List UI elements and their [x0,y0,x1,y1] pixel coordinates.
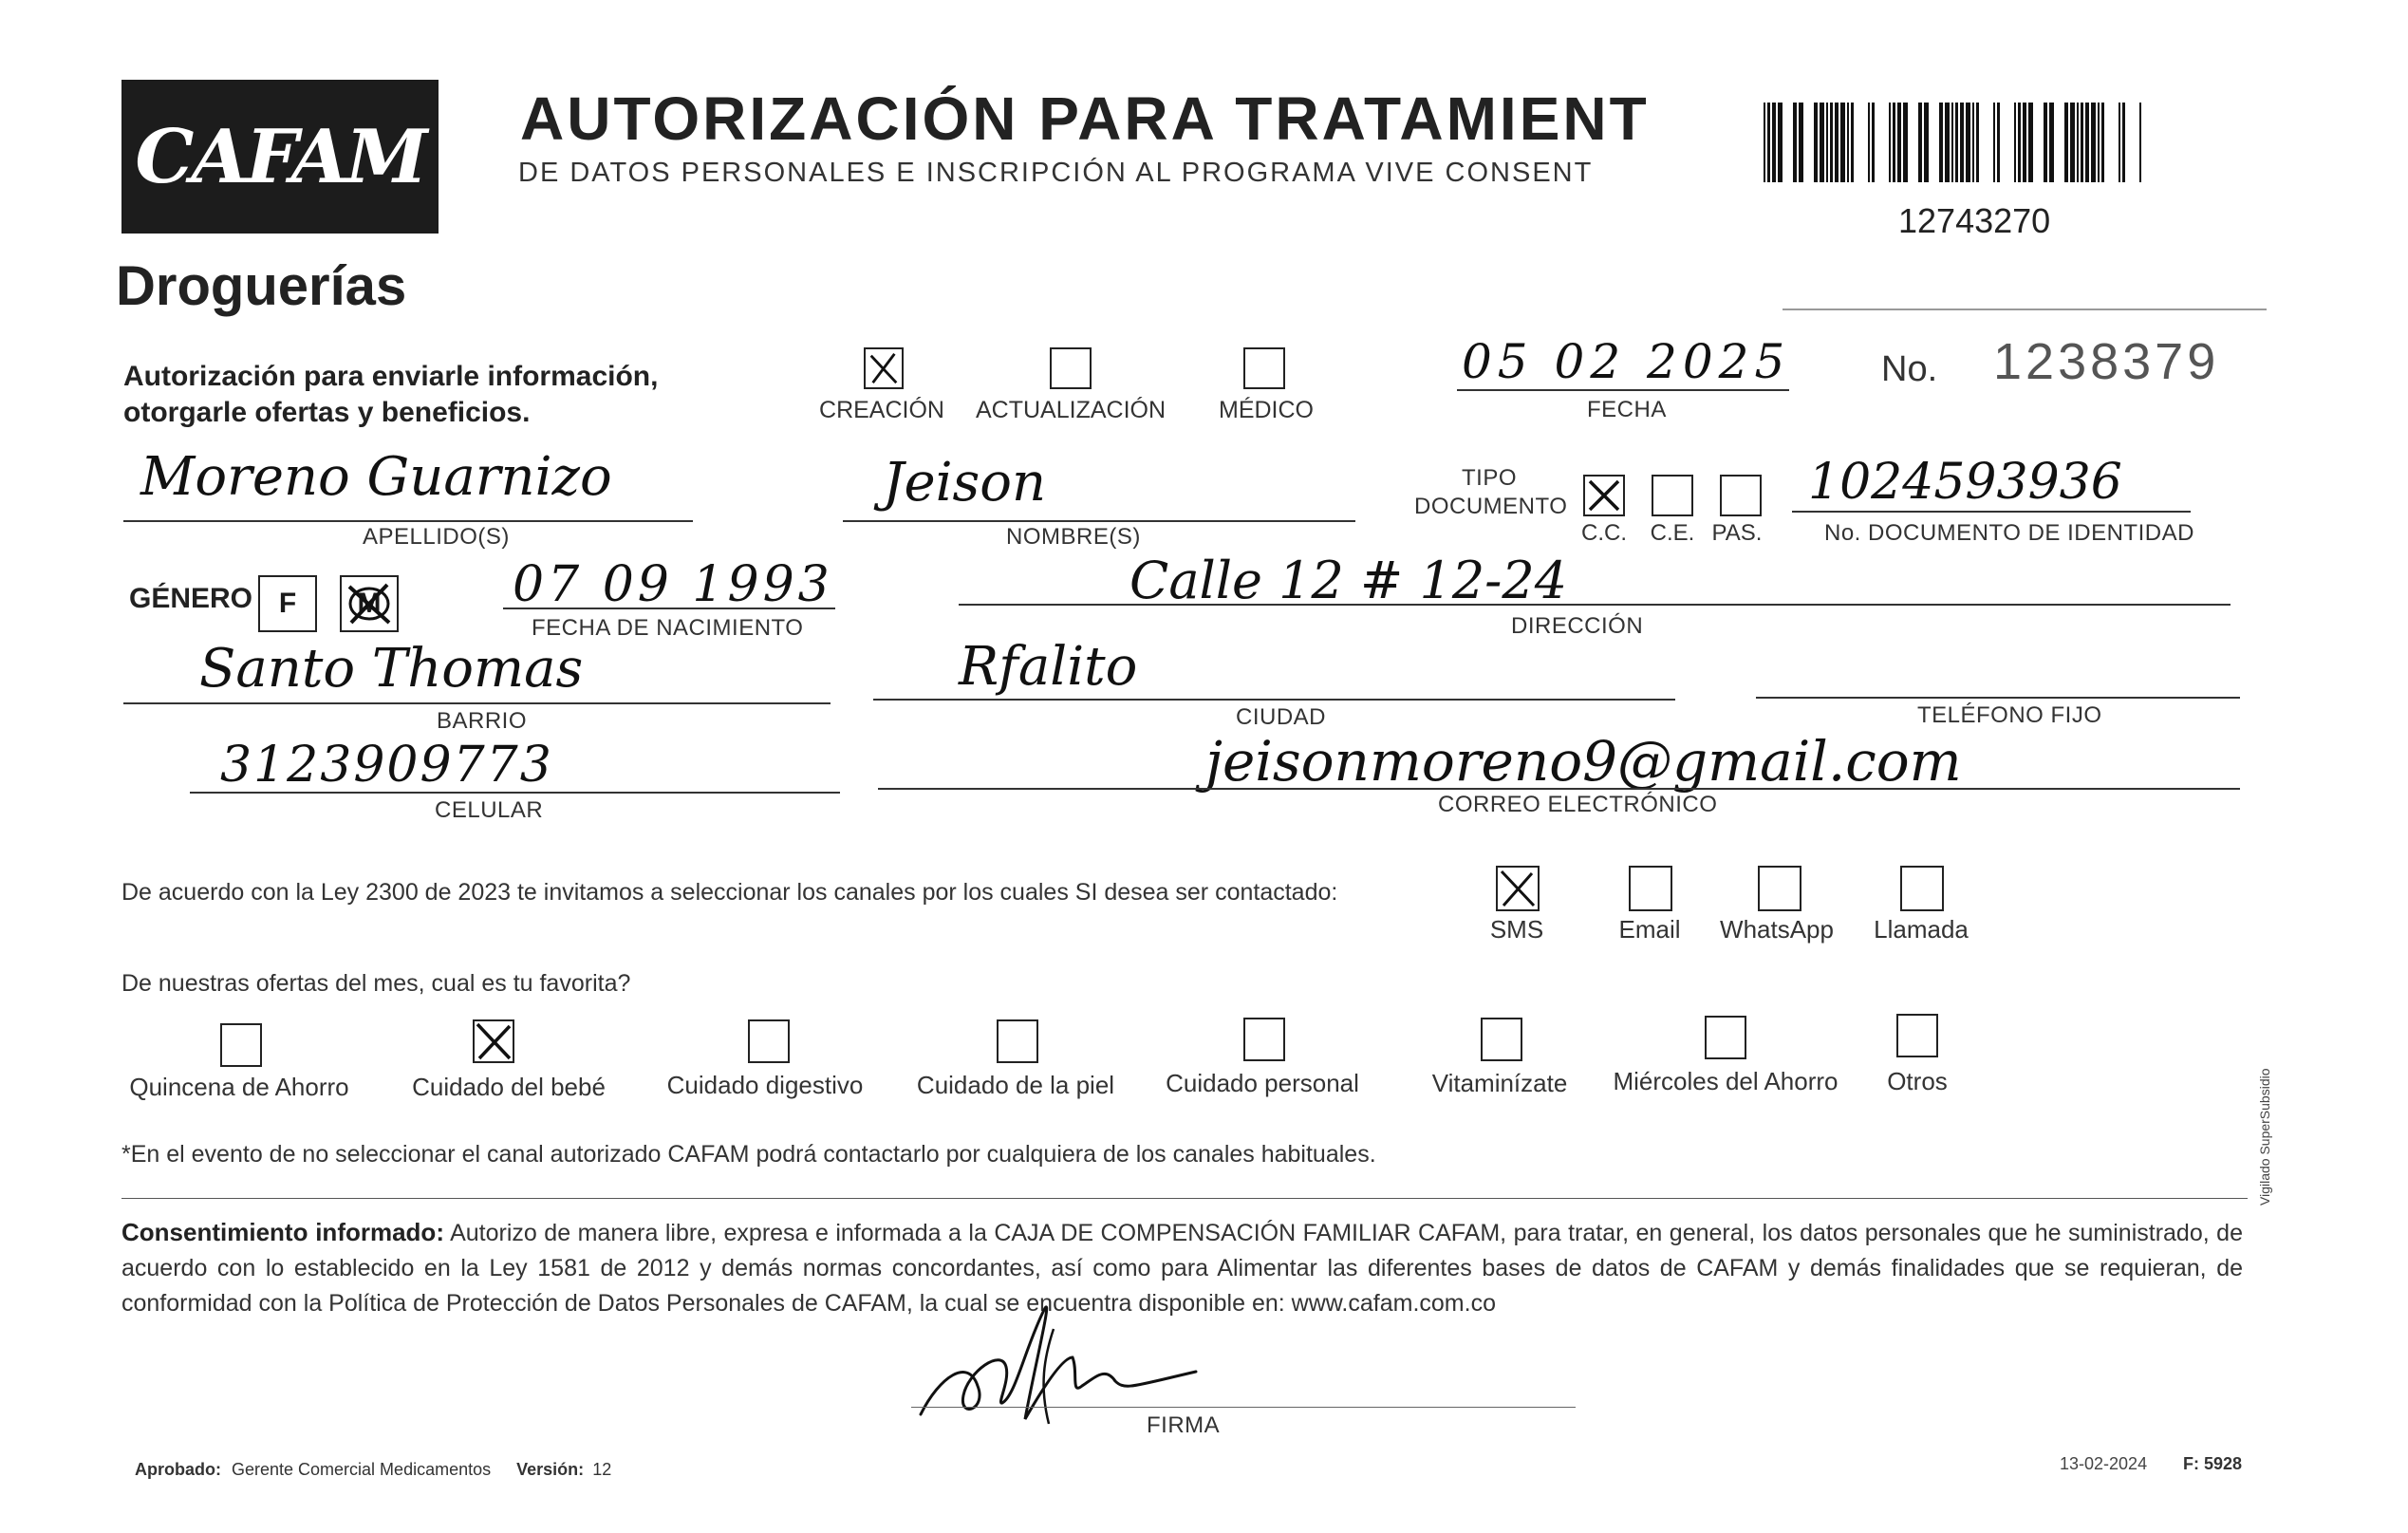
barcode-bar [2122,103,2125,182]
barcode-bar [1772,103,1776,182]
barcode-bar [1972,103,1974,182]
barcode-bar [1764,103,1765,182]
ce-checkbox[interactable] [1652,475,1693,516]
creacion-checkbox[interactable] [864,347,904,389]
documento-value[interactable]: 1024593936 [1808,454,2122,511]
oferta-quincena-label: Quincena de Ahorro [129,1073,349,1101]
oferta-personal-label: Cuidado personal [1166,1069,1359,1097]
canales-prompt: De acuerdo con la Ley 2300 de 2023 te invitamos a seleccionar los canales por los cuales SI desea ser contactado: [121,879,1338,906]
actualizacion-label: ACTUALIZACIÓN [975,397,1167,423]
intro-line-2: otorgarle ofertas y beneficios. [123,397,531,428]
oferta-quincena-checkbox[interactable] [220,1023,262,1067]
direccion-label: DIRECCIÓN [1511,613,1644,639]
barcode [1764,103,2147,182]
barcode-bar [2119,103,2120,182]
numero-label: No. [1881,349,1938,389]
barcode-bar [2044,103,2047,182]
subbrand: Droguerías [116,255,407,317]
barcode-bar [1889,103,1891,182]
apellidos-value[interactable]: Moreno Guarnizo [140,446,612,508]
cafam-logo [121,80,439,234]
consentimiento-title: Consentimiento informado: [121,1218,444,1246]
barcode-bar [2081,103,2083,182]
barcode-number: 12743270 [1898,201,2051,240]
barcode-bar [2028,103,2033,182]
form-subtitle: DE DATOS PERSONALES E INSCRIPCIÓN AL PROGRAMA VIVE CONSENT [518,158,1594,188]
pas-label: PAS. [1711,520,1763,546]
barcode-bar [2014,103,2016,182]
footer-form-code: F: 5928 [2183,1454,2243,1473]
direccion-value[interactable]: Calle 12 # 12-24 [1129,551,1568,610]
oferta-miercoles-label: Miércoles del Ahorro [1613,1067,1839,1095]
oferta-digestivo-label: Cuidado digestivo [666,1071,864,1099]
barcode-bar [1993,103,1995,182]
fecha-nacimiento-value[interactable]: 07 09 1993 [513,556,833,613]
oferta-vitaminizate-label: Vitaminízate [1431,1069,1568,1097]
email-label: Email [1618,915,1681,944]
version-label: Versión: [516,1460,585,1479]
apellidos-label: APELLIDO(S) [363,524,510,550]
barcode-bar [2098,103,2100,182]
celular-value[interactable]: 3123909773 [220,737,553,794]
email-checkbox[interactable] [1629,866,1672,911]
sms-label: SMS [1489,915,1544,944]
side-vigilado: Vigilado SuperSubsidio [2257,1068,2272,1206]
genero-f-checkbox[interactable] [258,575,317,632]
fecha-label: FECHA [1587,397,1667,422]
correo-label: CORREO ELECTRÓNICO [1438,792,1718,817]
barcode-bar [1830,103,1833,182]
barcode-bar [1945,103,1950,182]
ofertas-prompt: De nuestras ofertas del mes, cual es tu favorita? [121,970,631,997]
intro-line-1: Autorización para enviarle información, [123,361,659,392]
form-title: AUTORIZACIÓN PARA TRATAMIENT [520,84,1650,153]
correo-value[interactable]: jeisonmoreno9@gmail.com [1205,729,1962,794]
whatsapp-label: WhatsApp [1720,915,1834,944]
fecha-nacimiento-label: FECHA DE NACIMIENTO [532,615,804,641]
aprobado-value: Gerente Comercial Medicamentos [232,1460,492,1479]
oferta-personal-checkbox[interactable] [1243,1018,1285,1061]
barcode-bar [1897,103,1901,182]
version-value: 12 [592,1460,612,1479]
telefono-fijo-label: TELÉFONO FIJO [1917,702,2102,728]
tipo-doc-label-1: TIPO [1462,465,1518,491]
creacion-label: CREACIÓN [819,397,944,423]
medico-label: MÉDICO [1219,397,1314,423]
oferta-digestivo-checkbox[interactable] [748,1019,790,1063]
barcode-bar [2085,103,2089,182]
barcode-bar [1966,103,1970,182]
barcode-bar [2139,103,2141,182]
barcode-bar [1851,103,1854,182]
fecha-value[interactable]: 05 02 2025 [1462,334,1791,389]
nota: *En el evento de no seleccionar el canal autorizado CAFAM podrá contactarlo por cualquiera de los canales habituales. [121,1141,1376,1168]
barcode-bar [1835,103,1839,182]
genero-f-label: F [278,588,297,619]
oferta-piel-label: Cuidado de la piel [916,1071,1115,1099]
barcode-bar [1840,103,1845,182]
barrio-value[interactable]: Santo Thomas [199,638,584,700]
genero-m-label: M [357,588,382,619]
cc-label: C.C. [1581,520,1627,546]
nombres-value[interactable]: Jeison [883,452,1047,514]
medico-checkbox[interactable] [1243,347,1285,389]
genero-label: GÉNERO [129,583,253,614]
barcode-bar [2049,103,2054,182]
barcode-bar [2077,103,2079,182]
ciudad-value[interactable]: Rfalito [959,636,1138,698]
barcode-bar [1976,103,1979,182]
footer-aprobado [135,1460,611,1480]
barcode-bar [1924,103,1929,182]
ciudad-label: CIUDAD [1236,704,1327,730]
barcode-bar [2018,103,2021,182]
barcode-bar [1778,103,1783,182]
barcode-bar [1814,103,1818,182]
actualizacion-checkbox[interactable] [1050,347,1092,389]
genero-m-checkbox[interactable] [340,575,399,632]
barcode-bar [2101,103,2104,182]
firma-label: FIRMA [1147,1412,1221,1438]
celular-label: CELULAR [435,797,544,823]
barcode-bar [1893,103,1895,182]
barcode-bar [1868,103,1870,182]
oferta-piel-checkbox[interactable] [997,1019,1038,1063]
barcode-bar [1872,103,1875,182]
documento-label: No. DOCUMENTO DE IDENTIDAD [1824,520,2194,546]
logo-text: CAFAM [135,113,425,200]
tipo-doc-label-2: DOCUMENTO [1414,494,1568,519]
barcode-bar [1997,103,2000,182]
footer-date: 13-02-2024 [2060,1454,2148,1473]
barcode-bar [1918,103,1922,182]
pas-checkbox[interactable] [1720,475,1762,516]
oferta-vitaminizate-checkbox[interactable] [1481,1018,1522,1061]
barcode-bar [1820,103,1824,182]
ce-label: C.E. [1650,520,1695,546]
oferta-otros-label: Otros [1887,1067,1948,1095]
oferta-otros-checkbox[interactable] [1896,1014,1938,1057]
sms-checkbox[interactable] [1496,866,1540,911]
barcode-bar [1826,103,1828,182]
barrio-label: BARRIO [437,708,528,734]
aprobado-label: Aprobado: [135,1460,221,1479]
barcode-bar [1799,103,1803,182]
whatsapp-checkbox[interactable] [1758,866,1801,911]
barcode-bar [1939,103,1943,182]
barcode-bar [2070,103,2075,182]
nombres-label: NOMBRE(S) [1006,524,1141,550]
numero-value: 1238379 [1993,333,2220,390]
oferta-miercoles-checkbox[interactable] [1705,1016,1746,1059]
barcode-bar [1955,103,1958,182]
oferta-bebe-label: Cuidado del bebé [412,1073,606,1101]
barcode-bar [1793,103,1797,182]
barcode-bar [2091,103,2096,182]
llamada-checkbox[interactable] [1900,866,1944,911]
cc-checkbox[interactable] [1583,475,1625,516]
llamada-label: Llamada [1874,915,1969,944]
barcode-bar [1960,103,1964,182]
barcode-bar [1767,103,1770,182]
oferta-bebe-checkbox[interactable] [473,1019,514,1063]
barcode-bar [1847,103,1849,182]
barcode-bar [2023,103,2026,182]
consentimiento-text: Autorizo de manera libre, expresa e informada a la CAJA DE COMPENSACIÓN FAMILIAR CAFAM, para tratar, en general, los datos personales que he suministrado, de acuerdo con lo establecido en la Ley 1581 de 2012 y demás normas concordantes, así como para Alimentar las diferentes bases de datos de CAFAM y demás finalidades que se requieran, de conformidad con la Política de Protección de Datos Personales de CAFAM, la cual se encuentra disponible en: www.cafam.com.co [121,1220,2243,1317]
barcode-bar [2064,103,2068,182]
barcode-bar [1951,103,1953,182]
barcode-bar [1903,103,1908,182]
